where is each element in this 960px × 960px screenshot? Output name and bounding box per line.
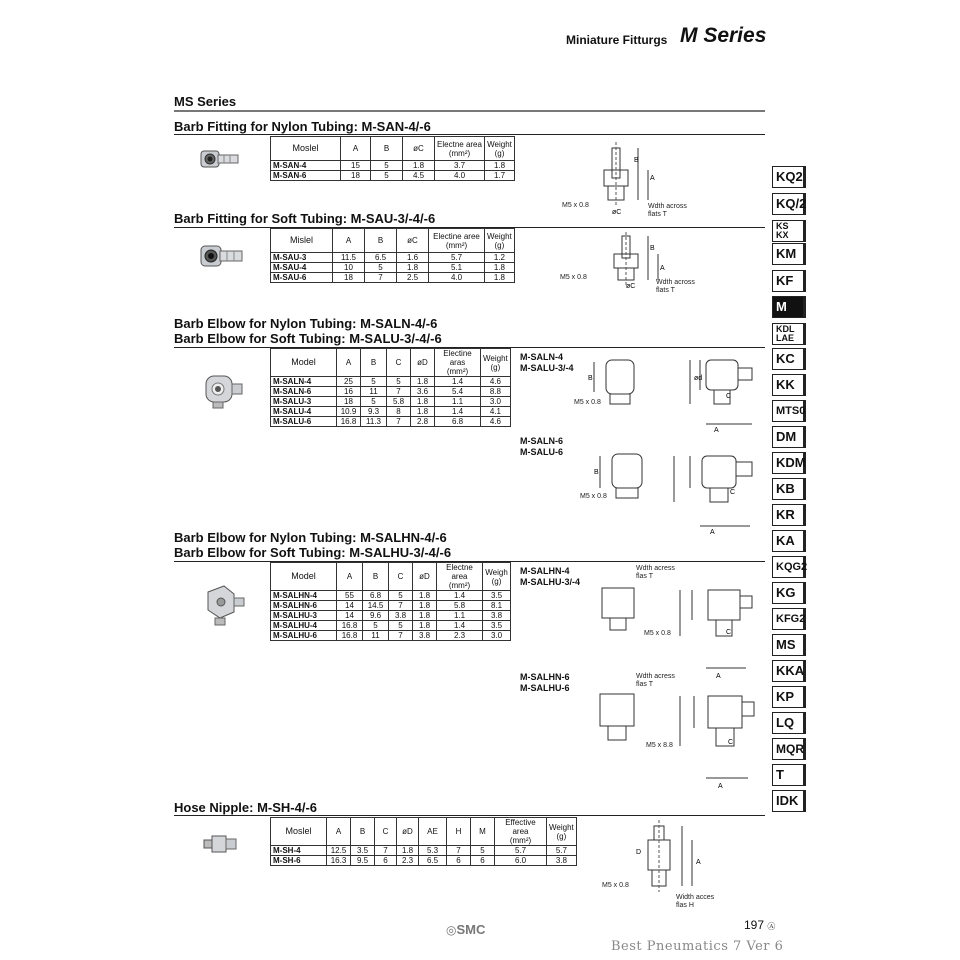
col-header: Weight (g): [485, 229, 515, 253]
table-row: [271, 856, 577, 866]
tab-kq2[interactable]: KQ2: [772, 166, 806, 188]
cell: 5: [371, 171, 403, 181]
table-row: [271, 273, 515, 283]
tab-ka[interactable]: KA: [772, 530, 806, 552]
cell: 6.8: [435, 417, 481, 427]
table-header-row: [271, 818, 577, 846]
col-header: øD: [413, 563, 437, 591]
section4-drawing-a-label: M-SALHN-4 M-SALHU-3/-4: [520, 566, 580, 587]
cell: M-SAU-6: [271, 273, 333, 283]
cell: 10: [333, 263, 365, 273]
svg-text:C: C: [728, 739, 734, 746]
tab-mqr[interactable]: MQR: [772, 738, 806, 760]
cell: 9.3: [361, 407, 387, 417]
section1-thread-note: M5 x 0.8: [562, 202, 589, 209]
cell: 14: [337, 601, 363, 611]
header-subtitle: Miniature Fitturgs: [566, 33, 668, 47]
tab-kr[interactable]: KR: [772, 504, 806, 526]
cell: 5: [363, 621, 389, 631]
table-row: [271, 387, 511, 397]
table-row: [271, 171, 515, 181]
col-header: A: [341, 137, 371, 161]
cell: 1.8: [411, 377, 435, 387]
cell: 5.8: [437, 601, 483, 611]
section4-title-nylon: Barb Elbow for Nylon Tubing: M-SALHN-4/-6: [174, 530, 447, 545]
cell: M-SH-4: [271, 846, 327, 856]
section5-width-note: Width acces flas H: [676, 894, 715, 909]
col-header: øD: [397, 818, 419, 846]
col-header: B: [363, 563, 389, 591]
col-header: B: [371, 137, 403, 161]
barb-fitting-photo-2: [198, 240, 246, 274]
cell: 11: [361, 387, 387, 397]
svg-text:B: B: [594, 469, 599, 476]
cell: 12.5: [327, 846, 351, 856]
cell: 3.7: [435, 161, 485, 171]
cell: 6.8: [363, 591, 389, 601]
svg-text:A: A: [714, 427, 719, 434]
section3-drawing-a: [586, 352, 758, 436]
section4-title-soft: Barb Elbow for Soft Tubing: M-SALHU-3/-4/-6: [174, 545, 452, 560]
tab-kb[interactable]: KB: [772, 478, 806, 500]
cell: 1.4: [435, 377, 481, 387]
section3-thread-note-b: M5 x 0.8: [580, 493, 607, 500]
cell: 10.9: [337, 407, 361, 417]
cell: 5: [365, 263, 397, 273]
col-header: øC: [397, 229, 429, 253]
cell: M-SALU-4: [271, 407, 337, 417]
cell: 1.8: [413, 601, 437, 611]
cell: 3.8: [547, 856, 577, 866]
section2-table: [270, 228, 515, 283]
cell: 18: [333, 273, 365, 283]
cell: 8.8: [481, 387, 511, 397]
table-row: [271, 407, 511, 417]
cell: 7: [387, 387, 411, 397]
svg-text:A: A: [650, 175, 655, 182]
col-header: B: [365, 229, 397, 253]
cell: 14: [337, 611, 363, 621]
col-header: C: [387, 349, 411, 377]
cell: 25: [337, 377, 361, 387]
section4-width-note-a: Wdth acress flas T: [636, 565, 675, 580]
cell: 6.5: [365, 253, 397, 263]
svg-text:D: D: [636, 849, 642, 856]
col-header: Model: [271, 563, 337, 591]
cell: 5.3: [419, 846, 447, 856]
svg-text:B: B: [588, 375, 593, 382]
svg-text:ød: ød: [694, 375, 703, 382]
cell: 9.5: [351, 856, 375, 866]
cell: 1.8: [485, 273, 515, 283]
cell: 5: [371, 161, 403, 171]
cell: 7: [387, 417, 411, 427]
svg-text:C: C: [730, 489, 736, 496]
cell: 1.8: [403, 161, 435, 171]
col-header: A: [337, 349, 361, 377]
cell: 1.8: [397, 263, 429, 273]
col-header: A: [327, 818, 351, 846]
cell: M-SALHN-4: [271, 591, 337, 601]
table-row: [271, 631, 511, 641]
cell: 1.8: [397, 846, 419, 856]
cell: 14.5: [363, 601, 389, 611]
table-header-row: [271, 563, 511, 591]
cell: M-SALN-4: [271, 377, 337, 387]
cell: 15: [341, 161, 371, 171]
cell: 3.0: [481, 397, 511, 407]
section3-drawing-a-label: M-SALN-4 M-SALU-3/-4: [520, 352, 574, 373]
col-header: Weight (g): [485, 137, 515, 161]
cell: 2.3: [437, 631, 483, 641]
section3-drawing-b: [590, 448, 760, 538]
section3-title-soft: Barb Elbow for Soft Tubing: M-SALU-3/-4/-6: [174, 331, 442, 346]
cell: 4.1: [481, 407, 511, 417]
cell: 3.5: [483, 591, 511, 601]
cell: M-SALHN-6: [271, 601, 337, 611]
cell: 7: [365, 273, 397, 283]
tab-kdl-lae[interactable]: KDL LAE: [772, 323, 806, 345]
cell: 5: [361, 397, 387, 407]
col-header: Electine aree (mm²): [429, 229, 485, 253]
section3-title-nylon: Barb Elbow for Nylon Tubing: M-SALN-4/-6: [174, 316, 438, 331]
series-label: MS Series: [174, 94, 237, 109]
col-header: C: [375, 818, 397, 846]
cell: 2.5: [397, 273, 429, 283]
cell: 4.6: [481, 377, 511, 387]
cell: 1.2: [485, 253, 515, 263]
col-header: Weight (g): [547, 818, 577, 846]
section1-divider: [174, 134, 765, 135]
cell: 1.8: [413, 591, 437, 601]
section5-dimension-drawing: [626, 820, 716, 900]
col-header: Electine aras (mm²): [435, 349, 481, 377]
table-row: [271, 263, 515, 273]
barb-fitting-photo-1: [198, 143, 244, 175]
cell: 18: [341, 171, 371, 181]
smc-logo-icon: ◎: [446, 923, 457, 937]
cell: 4.0: [435, 171, 485, 181]
section3-drawing-b-label: M-SALN-6 M-SALU-6: [520, 436, 563, 457]
cell: 1.6: [397, 253, 429, 263]
section5-table: [270, 817, 577, 866]
tab-kp[interactable]: KP: [772, 686, 806, 708]
table-row: [271, 611, 511, 621]
series-divider: [174, 110, 765, 112]
watermark-text: Best Pneumatics 7 Ver 6: [611, 939, 784, 954]
cell: 16.8: [337, 417, 361, 427]
cell: M-SALU-3: [271, 397, 337, 407]
cell: 7: [389, 631, 413, 641]
cell: M-SAU-3: [271, 253, 333, 263]
col-header: Electne area (mm²): [437, 563, 483, 591]
cell: 3.5: [351, 846, 375, 856]
col-header: Moslel: [271, 137, 341, 161]
cell: 3.8: [389, 611, 413, 621]
cell: M-SAN-6: [271, 171, 341, 181]
cell: 6: [447, 856, 471, 866]
cell: 18: [337, 397, 361, 407]
cell: M-SALHU-6: [271, 631, 337, 641]
cell: 7: [447, 846, 471, 856]
tab-kqg2[interactable]: KQG2: [772, 556, 806, 578]
cell: 1.7: [485, 171, 515, 181]
table-row: [271, 601, 511, 611]
section4-thread-note-a: M5 x 0.8: [644, 630, 671, 637]
table-header-row: [271, 137, 515, 161]
cell: 5.7: [429, 253, 485, 263]
col-header: Moslel: [271, 818, 327, 846]
col-header: AE: [419, 818, 447, 846]
cell: 1.8: [485, 263, 515, 273]
cell: 2.8: [411, 417, 435, 427]
tab-kka[interactable]: KKA: [772, 660, 806, 682]
cell: 6.5: [419, 856, 447, 866]
section1-table: [270, 136, 515, 181]
tab-dm[interactable]: DM: [772, 426, 806, 448]
tab-t[interactable]: T: [772, 764, 806, 786]
cell: 16.3: [327, 856, 351, 866]
section1-title: Barb Fitting for Nylon Tubing: M-SAN-4/-6: [174, 119, 431, 134]
col-header: A: [333, 229, 365, 253]
section2-width-note: Wdth across flats T: [656, 279, 695, 294]
cell: 3.8: [483, 611, 511, 621]
cell: 5: [389, 621, 413, 631]
cell: 16.8: [337, 621, 363, 631]
cell: 1.8: [413, 621, 437, 631]
section4-table: [270, 562, 511, 641]
cell: M-SAU-4: [271, 263, 333, 273]
cell: M-SH-6: [271, 856, 327, 866]
col-header: Effective area (mm²): [495, 818, 547, 846]
tab-kfg2[interactable]: KFG2: [772, 608, 806, 630]
section4-drawing-a: [596, 582, 756, 682]
cell: 55: [337, 591, 363, 601]
cell: 1.4: [437, 591, 483, 601]
cell: 5: [389, 591, 413, 601]
section3-table: [270, 348, 511, 427]
cell: 1.8: [413, 611, 437, 621]
hose-nipple-photo: [200, 828, 240, 858]
tab-kf[interactable]: KF: [772, 270, 806, 292]
cell: 8: [387, 407, 411, 417]
cell: 16.8: [337, 631, 363, 641]
section4-thread-note-b: M5 x 8.8: [646, 742, 673, 749]
smc-logo: ◎SMC: [446, 922, 486, 937]
cell: 5.8: [387, 397, 411, 407]
cell: 5.1: [429, 263, 485, 273]
cell: 5.7: [547, 846, 577, 856]
section1-width-note: Wdth across flats T: [648, 203, 687, 218]
cell: 9.6: [363, 611, 389, 621]
table-row: [271, 417, 511, 427]
col-header: Model: [271, 349, 337, 377]
cell: 2.3: [397, 856, 419, 866]
cell: 16: [337, 387, 361, 397]
tab-kg[interactable]: KG: [772, 582, 806, 604]
svg-text:C: C: [726, 629, 732, 636]
section5-divider: [174, 815, 765, 816]
cell: 1.8: [411, 407, 435, 417]
tab-kc[interactable]: KC: [772, 348, 806, 370]
table-row: [271, 591, 511, 601]
col-header: M: [471, 818, 495, 846]
svg-text:B: B: [650, 245, 655, 252]
table-header-row: [271, 229, 515, 253]
col-header: A: [337, 563, 363, 591]
tab-kdm[interactable]: KDM: [772, 452, 806, 474]
page-marker-icon: Ⓐ: [767, 922, 776, 931]
svg-text:A: A: [716, 673, 721, 680]
tab-ks-kx[interactable]: KS KX: [772, 220, 806, 242]
cell: 5.7: [495, 846, 547, 856]
tab-lq[interactable]: LQ: [772, 712, 806, 734]
table-header-row: [271, 349, 511, 377]
section3-thread-note-a: M5 x 0.8: [574, 399, 601, 406]
cell: M-SAN-4: [271, 161, 341, 171]
table-row: [271, 253, 515, 263]
cell: 4.0: [429, 273, 485, 283]
col-header: Weigh (g): [483, 563, 511, 591]
tab-ms[interactable]: MS: [772, 634, 806, 656]
cell: 11: [363, 631, 389, 641]
col-header: H: [447, 818, 471, 846]
cell: 3.6: [411, 387, 435, 397]
cell: 6.0: [495, 856, 547, 866]
cell: 7: [389, 601, 413, 611]
col-header: C: [389, 563, 413, 591]
section4-drawing-b: [594, 690, 758, 790]
cell: M-SALHU-4: [271, 621, 337, 631]
cell: 7: [375, 846, 397, 856]
col-header: øD: [411, 349, 435, 377]
section2-thread-note: M5 x 0.8: [560, 274, 587, 281]
cell: 11.3: [361, 417, 387, 427]
table-row: [271, 397, 511, 407]
svg-text:øC: øC: [626, 283, 636, 290]
table-row: [271, 161, 515, 171]
cell: 3.0: [483, 631, 511, 641]
tab-mts0[interactable]: MTS0: [772, 400, 806, 422]
svg-text:A: A: [718, 783, 723, 790]
cell: M-SALU-6: [271, 417, 337, 427]
cell: 3.5: [483, 621, 511, 631]
col-header: Weight (g): [481, 349, 511, 377]
section5-title: Hose Nipple: M-SH-4/-6: [174, 800, 318, 815]
tab-idk[interactable]: IDK: [772, 790, 806, 812]
cell: 1.8: [411, 397, 435, 407]
svg-text:A: A: [710, 529, 715, 536]
svg-text:øC: øC: [612, 209, 622, 216]
svg-text:B: B: [634, 157, 639, 164]
cell: 6: [471, 856, 495, 866]
tab-km[interactable]: KM: [772, 243, 806, 265]
cell: M-SALHU-3: [271, 611, 337, 621]
cell: 3.8: [413, 631, 437, 641]
cell: 1.1: [435, 397, 481, 407]
col-header: B: [351, 818, 375, 846]
cell: 6: [375, 856, 397, 866]
cell: 5: [361, 377, 387, 387]
section4-drawing-b-label: M-SALHN-6 M-SALHU-6: [520, 672, 570, 693]
cell: 1.4: [437, 621, 483, 631]
col-header: B: [361, 349, 387, 377]
tab-kq-2[interactable]: KQ/2: [772, 193, 806, 215]
table-row: [271, 846, 577, 856]
cell: M-SALN-6: [271, 387, 337, 397]
cell: 4.6: [481, 417, 511, 427]
cell: 8.1: [483, 601, 511, 611]
cell: 5: [387, 377, 411, 387]
cell: 1.4: [435, 407, 481, 417]
cell: 11.5: [333, 253, 365, 263]
cell: 5.4: [435, 387, 481, 397]
table-row: [271, 377, 511, 387]
page-number: 197 Ⓐ: [744, 918, 776, 932]
svg-text:A: A: [660, 265, 665, 272]
cell: 4.5: [403, 171, 435, 181]
col-header: Electne area (mm²): [435, 137, 485, 161]
col-header: Mislel: [271, 229, 333, 253]
tab-m[interactable]: M: [772, 296, 806, 318]
cell: 1.8: [485, 161, 515, 171]
col-header: øC: [403, 137, 435, 161]
section4-width-note-b: Wdth acress flas T: [636, 673, 675, 688]
tab-kk[interactable]: KK: [772, 374, 806, 396]
cell: 5: [471, 846, 495, 856]
table-row: [271, 621, 511, 631]
svg-text:A: A: [696, 859, 701, 866]
svg-text:C: C: [726, 393, 732, 400]
cell: 1.1: [437, 611, 483, 621]
section5-thread-note: M5 x 0.8: [602, 882, 629, 889]
section2-title: Barb Fitting for Soft Tubing: M-SAU-3/-4/-6: [174, 211, 436, 226]
header-series-title: M Series: [680, 24, 767, 47]
barb-elbow-photo-2: [200, 582, 246, 626]
barb-elbow-photo-1: [200, 368, 246, 410]
